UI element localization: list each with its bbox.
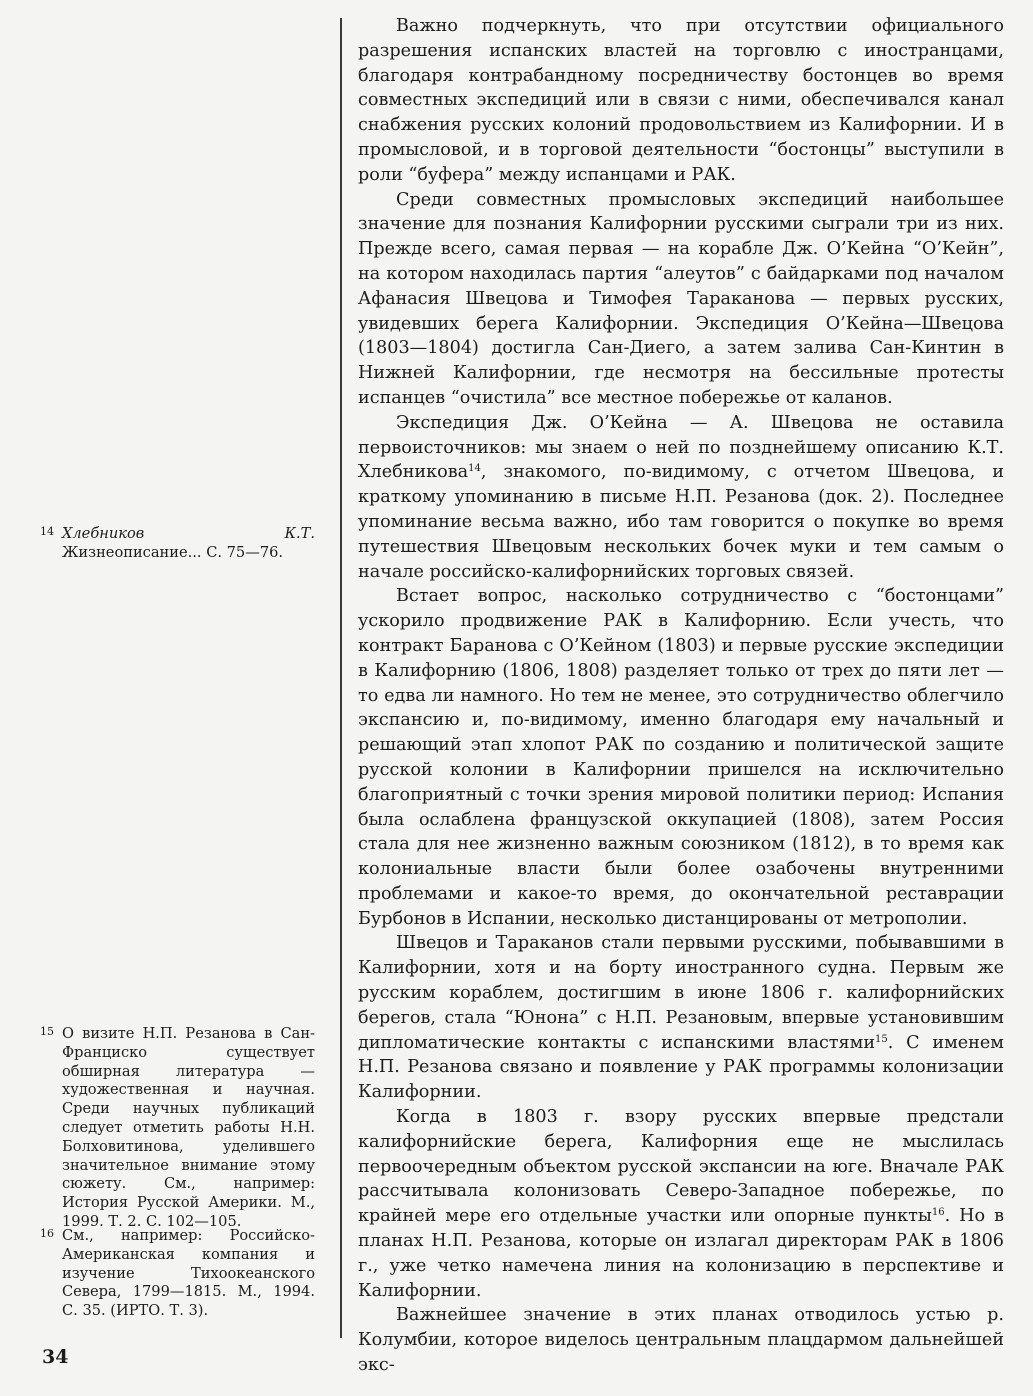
footnote-ref-14[interactable]: 14 [468, 463, 481, 475]
footnote-ref-16[interactable]: 16 [931, 1207, 945, 1219]
paragraph-1: Важно подчеркнуть, что при отсутствии официального разрешения испанских властей на торговлю с иностранцами, благодаря контрабандному посредничеству бостонцев во время совместных экспедиций или в связи с ними, обеспечивался канал снабжения русских колоний продовольствием из Калифорнии. И в промысловой, и в торговой деятельности “бостонцы” выступили в роли “буфера” между испанцами и РАК. [358, 16, 1004, 185]
footnote-text: О визите Н.П. Резанова в Сан-Франциско существует обширная литература — художественная и научная. Среди научных публикаций следует отметить работы Н.Н. Болховитинова, уделившего значительное внимание этому сюжету. См., например: История Русской Америки. М., 1999. Т. 2. С. 102—105. [62, 1025, 315, 1230]
paragraph-7: Важнейшее значение в этих планах отводилось устью р. Колумбии, которое виделось центральным плацдармом дальнейшей экс- [358, 1305, 1004, 1376]
paragraph-2: Среди совместных промысловых экспедиций наибольшее значение для познания Калифорнии русскими сыграли три из них. Прежде всего, самая первая — на корабле Дж. О’Кейна “О’Кейн”, на котором находилась партия “алеутов” с байдарками под началом Афанасия Швецова и Тимофея Тараканова — первых русских, увидевших берега Калифорнии. Экспедиция О’Кейна—Швецова (1803—1804) достигла Сан-Диего, а затем залива Сан-Кинтин в Нижней Калифорнии, где несмотря на бессильные протесты испанцев “очистила” все местное побережье от каланов. [358, 189, 1004, 408]
footnote-text: Жизнеописание... С. 75—76. [62, 543, 284, 561]
footnote-number: 16 [40, 1227, 54, 1240]
paragraph-3: Экспедиция Дж. О’Кейна — А. Швецова не оставила первоисточников: мы знаем о ней по позднейшему описанию К.Т. Хлебникова$^{14}$, знакомого, по-видимому, с отчетом Швецова, и краткому упоминанию в письме Н.П. Резанова (док. 2). Последнее упоминание весьма важно, ибо там говорится о покупке во время путешествия Швецовым нескольких бочек муки и тем самым о начале российско-калифорнийских торговых связей. [358, 412, 1004, 582]
footnote-16 [40, 1227, 315, 1321]
paragraph-4: Встает вопрос, насколько сотрудничество с “бостонцами” ускорило продвижение РАК в Калифорнию. Если учесть, что контракт Баранова с О’Кейном (1803) и первые русские экспедиции в Калифорнию (1806, 1808) разделяет только от трех до пяти лет — то едва ли намного. Но тем не менее, это сотрудничество облегчило экспансию и, по-видимому, именно благодаря ему начальный и решающий этап хлопот РАК по созданию и политической защите русской колонии в Калифорнии пришелся на исключительно благоприятный с точки зрения мировой политики период: Испания была ослаблена французской оккупацией (1808), затем Россия стала для нее жизненно важным союзником (1812), в то время как колониальные власти были более озабочены внутренними проблемами и какое-то время, до окончательной реставрации Бурбонов в Испании, несколько дистанцированы от метрополии. [358, 586, 1004, 929]
main-text-column [358, 14, 1004, 1378]
footnote-text: См., например: Российско-Американская компания и изучение Тихоокеанского Севера, 1799—1815. М., 1994. С. 35. (ИРТО. Т. 3). [62, 1227, 315, 1320]
footnote-number: 15 [40, 1025, 54, 1038]
footnote-number: 14 [40, 525, 54, 538]
footnote-author: Хлебников К.Т. [62, 525, 315, 542]
paragraph-5: Швецов и Тараканов стали первыми русскими, побывавшими в Калифорнии, хотя и на борту иностранного судна. Первым же русским кораблем, достигшим в июне 1806 г. калифорнийских берегов, стала “Юнона” с Н.П. Резановым, впервые установившим дипломатические контакты с испанскими властями$^{15}$. С именем Н.П. Резанова связано и появление у РАК программы колонизации Калифорнии. [358, 933, 1004, 1103]
footnote-15 [40, 1025, 315, 1232]
footnote-14 [40, 525, 315, 563]
page-number: 34 [42, 1346, 69, 1368]
footnote-ref-15[interactable]: 15 [875, 1033, 888, 1045]
paragraph-6: Когда в 1803 г. взору русских впервые предстали калифорнийские берега, Калифорния еще не мыслилась первоочередным объектом русской экспансии на юге. Вначале РАК рассчитывала колонизовать Северо-Западное побережье, по крайней мере его отдельные участки или опорные пункты$^{16}$. Но в планах Н.П. Резанова, которые он излагал директорам РАК в 1806 г., уже четко намечена линия на колонизацию в перспективе и Калифорнии. [358, 1107, 1004, 1301]
column-divider [340, 18, 342, 1338]
